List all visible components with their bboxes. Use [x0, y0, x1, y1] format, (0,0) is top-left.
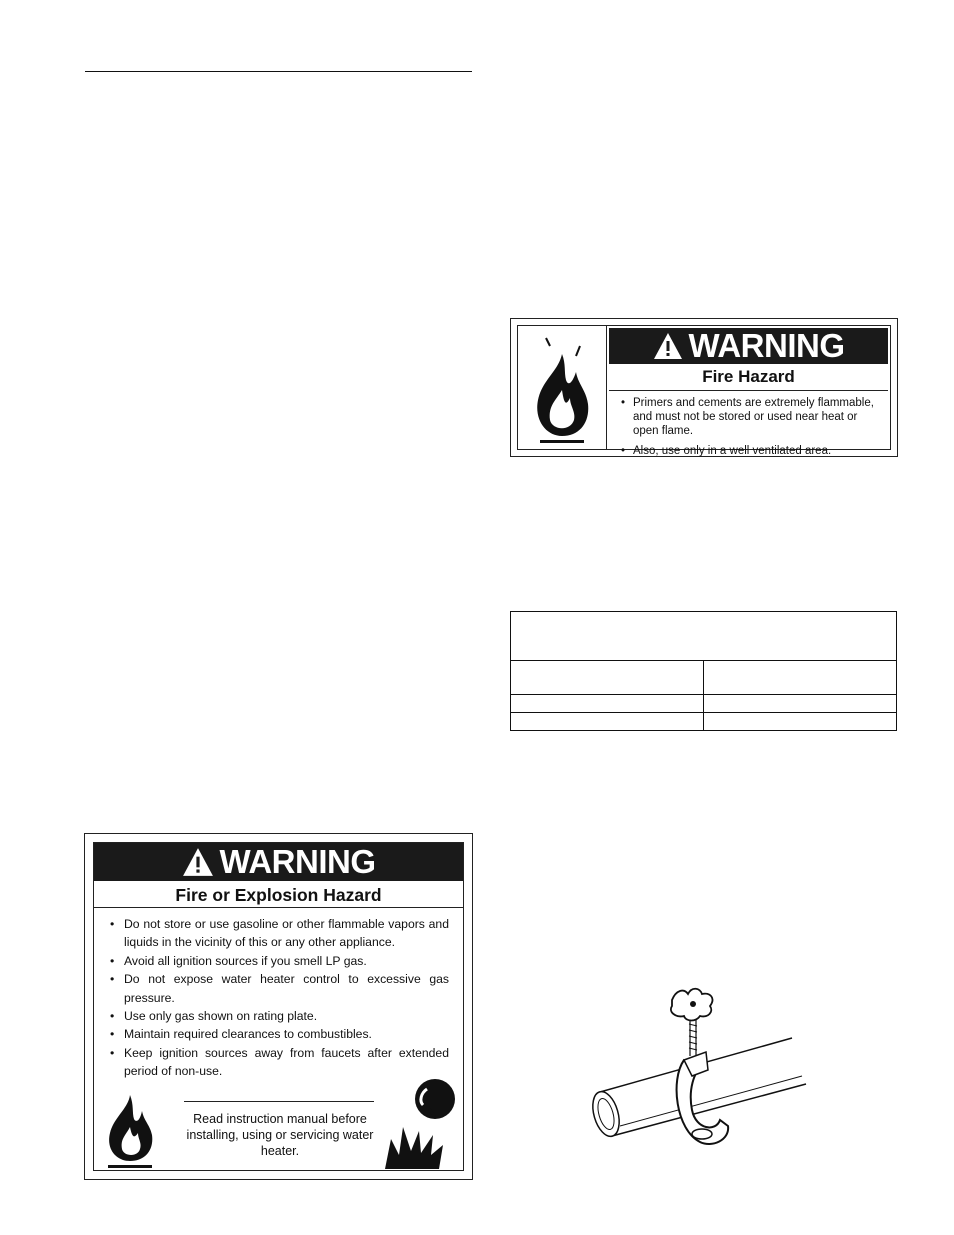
- warning-banner: [609, 328, 888, 364]
- warning-bullet: • Avoid all ignition sources if you smell LP gas.: [110, 952, 449, 970]
- warning-banner: [94, 843, 463, 881]
- table-column-divider: [703, 660, 704, 730]
- spec-table: [510, 611, 897, 731]
- flame-icon-cell: [518, 326, 607, 449]
- manual-note: Read instruction manual before installing, using or servicing water heater.: [186, 1112, 374, 1158]
- warning-triangle-icon: [182, 847, 214, 877]
- flame-icon: [100, 1091, 160, 1171]
- flame-icon: [518, 326, 604, 452]
- warning-bullet: • Primers and cements are extremely flammable, and must not be stored or used near heat or open flame.: [621, 396, 882, 438]
- pipe-saddle-valve-icon: [580, 980, 820, 1155]
- warning-triangle-icon: [653, 332, 683, 360]
- manual-note-rule: [184, 1101, 374, 1102]
- warning-bullet: • Do not store or use gasoline or other flammable vapors and liquids in the vicinity of this or any other appliance.: [110, 915, 449, 952]
- warning-banner-text: WARNING: [688, 327, 845, 364]
- warning-bullet: • Do not expose water heater control to excessive gas pressure.: [110, 970, 449, 1007]
- warning-banner-text: WARNING: [219, 843, 376, 880]
- fire-hazard-warning-label: [510, 318, 898, 457]
- explosion-hazard-warning-label: [84, 833, 473, 1180]
- warning-subtitle: Fire Hazard: [609, 366, 888, 391]
- warning-bullet: • Use only gas shown on rating plate.: [110, 1007, 449, 1025]
- warning-bullet-list: [110, 915, 449, 1081]
- warning-bullet-list: [621, 396, 882, 464]
- warning-bullet: • Maintain required clearances to combustibles.: [110, 1025, 449, 1043]
- warning-bullet: • Also, use only in a well ventilated area.: [621, 444, 882, 458]
- warning-bullet: • Keep ignition sources away from faucets after extended period of non-use.: [110, 1044, 449, 1081]
- explosion-icon: [381, 1075, 461, 1170]
- top-rule: [85, 71, 472, 72]
- warning-subtitle: Fire or Explosion Hazard: [94, 883, 463, 908]
